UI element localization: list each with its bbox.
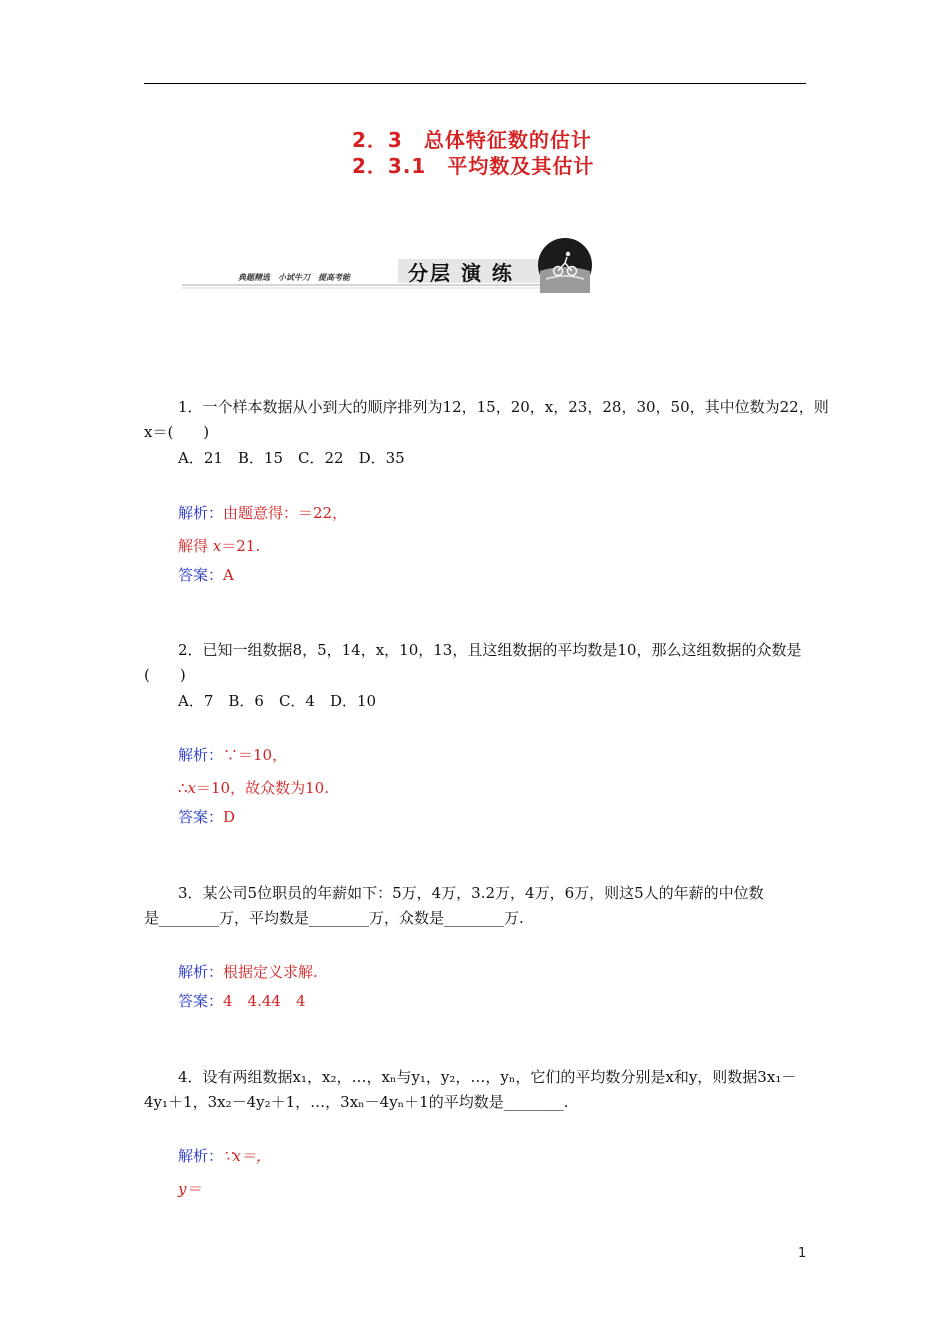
q2-analysis: 解析：∵＝10， [178,746,288,764]
q1-answer: 答案：A [178,566,234,584]
q3-answer: 答案：4 4.44 4 [178,992,306,1010]
q4-stem-line1: 4．设有两组数据x₁，x₂，…，xₙ与y₁，y₂，…，yₙ，它们的平均数分别是x和y，则数据3x₁－ [178,1068,797,1086]
q2-options: A．7 B．6 C．4 D．10 [178,692,377,710]
q3-stem-line1: 3．某公司5位职员的年薪如下：5万，4万，3.2万，4万，6万，则这5人的年薪的中位数 [178,884,764,902]
q3-stem-line2: 是________万，平均数是________万，众数是________万. [144,909,524,927]
page-number: 1 [798,1246,807,1261]
practice-banner [180,237,600,293]
q1-analysis-result: 解得 x＝21. [178,537,261,555]
analysis-label: 解析： [178,746,224,764]
top-rule [144,83,806,84]
q1-stem-line2: x＝( ) [144,423,210,441]
q1-options: A．21 B．15 C．22 D．35 [178,449,405,467]
banner-subtitle: 典题精选 小试牛刀 提高考能 [238,272,350,282]
q2-stem-line1: 2．已知一组数据8，5，14，x，10，13，且这组数据的平均数是10，那么这组数据的众数是 [178,641,802,659]
banner-graphic [180,237,600,293]
q2-analysis-result: ∴x＝10，故众数为10. [178,779,329,797]
q2-stem-line2: ( ) [144,666,186,684]
analysis-label: 解析： [178,1147,224,1165]
section-title: 2．3 总体特征数的估计 [352,128,592,152]
q4-analysis-y: y＝ [178,1180,202,1198]
analysis-label: 解析： [178,504,224,522]
q1-stem-line1: 1．一个样本数据从小到大的顺序排列为12，15，20，x，23，28，30，50，其中位数为22，则 [178,398,829,416]
banner-heading: 分层 演 练 [408,261,514,285]
q2-answer: 答案：D [178,808,236,826]
q3-analysis: 解析：根据定义求解. [178,963,318,981]
subsection-title: 2．3.1 平均数及其估计 [352,154,595,178]
analysis-label: 解析： [178,963,224,981]
q4-analysis: 解析：∵x＝， [178,1147,272,1165]
q1-analysis: 解析：由题意得：＝22， [178,504,348,522]
q4-stem-line2: 4y₁＋1，3x₂－4y₂＋1，…，3xₙ－4yₙ＋1的平均数是________. [144,1093,569,1111]
